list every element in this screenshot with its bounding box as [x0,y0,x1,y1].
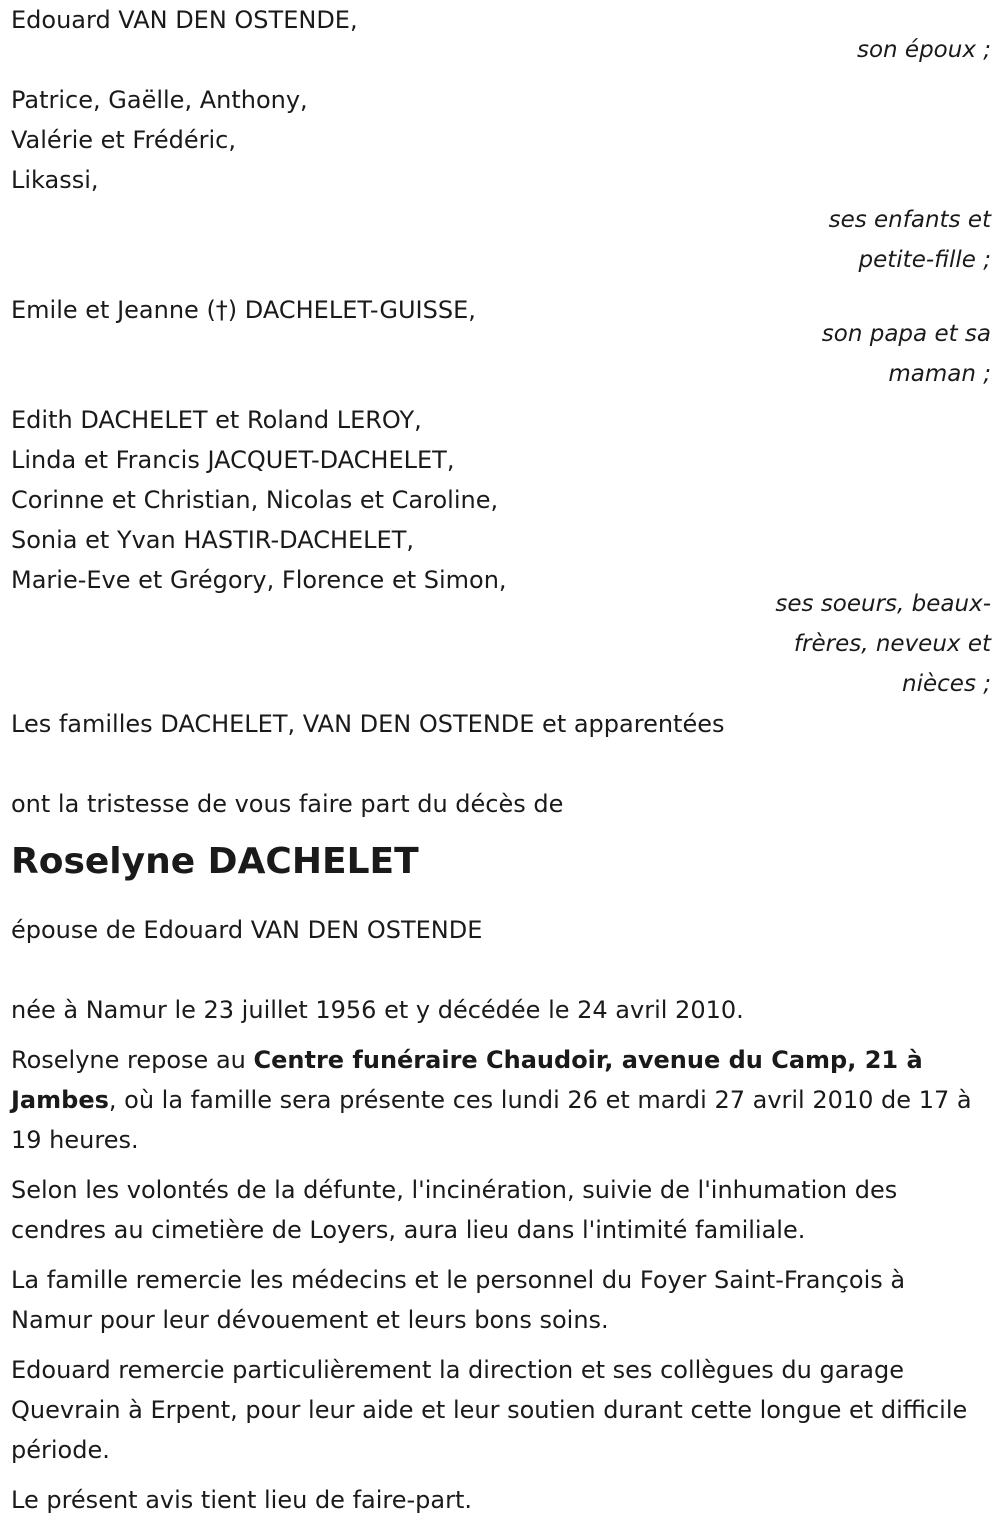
children-role-2: petite-fille ; [858,247,991,273]
siblings-role-1: ses soeurs, beaux- [775,591,991,617]
children-name-1: Patrice, Gaëlle, Anthony, [11,86,308,114]
repose-paragraph [11,1040,991,1160]
siblings-name-2: Linda et Francis JACQUET-DACHELET, [11,446,455,474]
spouse-name: Edouard VAN DEN OSTENDE, [11,6,358,34]
parents-name: Emile et Jeanne (†) DACHELET-GUISSE, [11,296,476,324]
children-name-2: Valérie et Frédéric, [11,126,236,154]
siblings-role-2: frères, neveux et [793,631,991,657]
closing-line: Le présent avis tient lieu de faire-part. [11,1486,473,1514]
repose-prefix: Roselyne repose au [11,1046,254,1074]
children-name-3: Likassi, [11,166,99,194]
siblings-name-3: Corinne et Christian, Nicolas et Caroline, [11,486,499,514]
parents-role-2: maman ; [888,361,991,387]
deceased-name: Roselyne DACHELET [11,841,419,882]
birth-death-line: née à Namur le 23 juillet 1956 et y décédée le 24 avril 2010. [11,996,744,1024]
cremation-paragraph: Selon les volontés de la défunte, l'incinération, suivie de l'inhumation des cendres au cimetière de Loyers, aura lieu dans l'intimité familiale. [11,1176,898,1244]
siblings-role-3: nièces ; [902,671,991,697]
spouse-of-line: épouse de Edouard VAN DEN OSTENDE [11,916,483,944]
parents-role-1: son papa et sa [821,321,991,347]
obituary-notice [11,0,991,1520]
siblings-name-4: Sonia et Yvan HASTIR-DACHELET, [11,526,414,554]
children-role-1: ses enfants et [828,207,991,233]
repose-suffix: , où la famille sera présente ces lundi 26 et mardi 27 avril 2010 de 17 à 19 heures. [11,1086,972,1154]
announcement-line: ont la tristesse de vous faire part du décès de [11,790,564,818]
siblings-name-5: Marie-Eve et Grégory, Florence et Simon, [11,566,507,594]
repose-place: Centre funéraire Chaudoir, avenue du Camp, 21 à Jambes [11,1046,923,1114]
siblings-name-1: Edith DACHELET et Roland LEROY, [11,406,422,434]
thanks-family-paragraph: La famille remercie les médecins et le personnel du Foyer Saint-François à Namur pour leur dévouement et leurs bons soins. [11,1266,906,1334]
spouse-role: son époux ; [856,37,991,63]
families-line: Les familles DACHELET, VAN DEN OSTENDE et apparentées [11,710,725,738]
thanks-edouard-paragraph: Edouard remercie particulièrement la direction et ses collègues du garage Quevrain à Erpent, pour leur aide et leur soutien durant cette longue et difficile période. [11,1356,968,1464]
